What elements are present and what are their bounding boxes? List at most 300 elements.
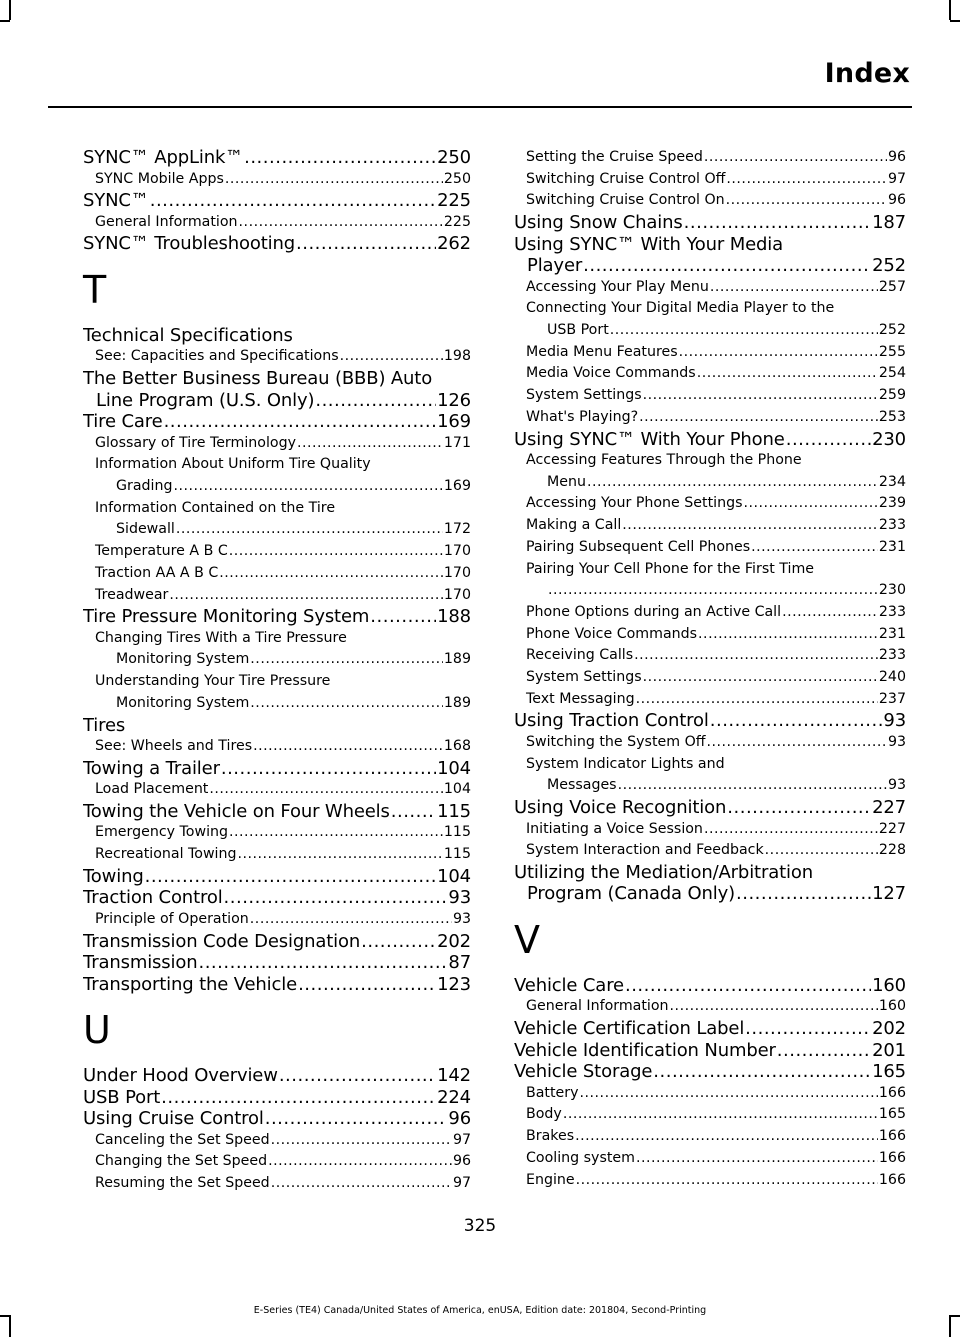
entry-title: Engine [526,1171,575,1188]
dot-leader [643,667,878,689]
dot-leader [575,1126,878,1148]
index-subentry [83,541,471,563]
page-reference[interactable]: 253 [878,408,906,425]
entry-title: Brakes [526,1128,575,1145]
index-entry-line [527,883,906,905]
page-reference[interactable]: 250 [443,170,471,187]
page-reference[interactable]: 160 [872,974,906,996]
index-subentry [514,515,906,537]
page-reference[interactable]: 240 [878,669,906,686]
dot-leader [315,390,436,412]
entry-title: General Information [526,998,669,1015]
index-entry-line [95,909,471,931]
page-reference[interactable]: 225 [443,213,471,230]
dot-leader [710,710,883,732]
index-entry-line [83,801,471,823]
page-reference[interactable]: 233 [878,603,906,620]
page-reference[interactable]: 115 [437,800,471,822]
index-subentry [514,147,906,169]
dot-leader [704,147,887,169]
index-entry-line [83,606,471,628]
index-subentry [83,779,471,801]
index-entry-line [95,822,471,844]
index-subentry [514,537,906,559]
page-reference[interactable]: 169 [437,411,471,433]
index-entry-line [527,255,906,277]
index-subentry [514,190,906,212]
index-entry-line [83,1087,471,1109]
entry-title: Making a Call [526,517,622,534]
index-entry-line [526,515,906,537]
dot-leader [296,233,436,255]
page-reference[interactable]: 93 [883,710,906,732]
section-letter: U [83,1008,111,1053]
entry-title: Initiating a Voice Session [526,820,703,837]
entry-title: See: Capacities and Specifications [95,348,339,365]
page-reference[interactable]: 252 [872,255,906,277]
index-subentry [514,169,906,191]
index-entry [83,931,471,953]
page-reference[interactable]: 233 [878,647,906,664]
page-reference[interactable]: 227 [878,820,906,837]
dot-leader [361,931,436,953]
entry-title: See: Wheels and Tires [95,738,253,755]
index-entry-line [95,1130,471,1152]
page-reference[interactable]: 202 [437,930,471,952]
entry-title: Emergency Towing [95,824,229,841]
page-reference[interactable]: 170 [443,543,471,560]
dot-leader [297,433,443,455]
entry-title: Receiving Calls [526,647,634,664]
entry-title: Monitoring System [116,694,250,711]
page-number: 325 [463,1216,497,1236]
dot-leader [145,866,436,888]
dot-leader [576,1170,878,1192]
index-entry-line [83,931,471,953]
page-reference[interactable]: 166 [878,1149,906,1166]
dot-leader [653,1061,871,1083]
dot-leader [209,779,443,801]
index-entry [83,952,471,974]
page-reference[interactable]: 142 [437,1065,471,1087]
index-entry [514,212,906,234]
index-subentry [83,736,471,758]
index-entry [83,801,471,823]
dot-leader [736,883,871,905]
entry-title: Phone Voice Commands [526,625,698,642]
dot-leader [618,775,887,797]
page-reference[interactable]: 231 [878,538,906,555]
page-reference[interactable]: 230 [878,582,906,599]
page-title: Index [824,58,910,89]
dot-leader [765,840,878,862]
index-subentry [514,277,906,299]
page-reference[interactable]: 115 [443,824,471,841]
edition-footer: E-Series (TE4) Canada/United States of America, enUSA, Edition date: 201804, Second-Printing [253,1305,707,1316]
page-reference[interactable]: 259 [878,387,906,404]
page-reference[interactable]: 126 [437,389,471,411]
page-reference[interactable]: 230 [872,428,906,450]
index-subentry [514,840,906,862]
index-entry-line [526,667,906,689]
dot-leader [239,212,443,234]
index-entry-line [526,732,906,754]
index-entry-line [526,645,906,667]
dot-leader [229,822,443,844]
index-entry-line [95,1173,471,1195]
page-reference[interactable]: 170 [443,586,471,603]
dot-leader [161,1087,436,1109]
entry-title: USB Port [547,322,609,339]
entry-title: Accessing Features Through the Phone [526,452,802,469]
index-entry-line [83,974,471,996]
dot-leader [221,758,436,780]
entry-title: USB Port [83,1086,161,1108]
page-reference[interactable]: 166 [878,1128,906,1145]
dot-leader [271,1130,452,1152]
entry-title: Using SYNC™ With Your Media [514,233,784,255]
page-reference[interactable]: 170 [443,564,471,581]
index-entry [514,710,906,732]
page-reference[interactable]: 187 [872,212,906,234]
entry-title: What's Playing? [526,408,639,425]
dot-leader [710,277,878,299]
entry-title: Monitoring System [116,651,250,668]
page-reference[interactable]: 104 [437,865,471,887]
page-reference[interactable]: 234 [878,473,906,490]
index-entry [514,1040,906,1062]
dot-leader [622,515,878,537]
page-reference[interactable]: 189 [443,651,471,668]
dot-leader [250,909,452,931]
index-entry-line [83,1065,471,1087]
page-reference[interactable]: 227 [872,797,906,819]
index-subentry [83,628,471,671]
index-entry [83,1108,471,1130]
dot-leader [265,1108,448,1130]
page-reference[interactable]: 198 [443,348,471,365]
page-reference[interactable]: 93 [887,733,906,750]
index-entry [83,1087,471,1109]
page-reference[interactable]: 262 [437,233,471,255]
index-entry-line [526,602,906,624]
index-subentry [514,407,906,429]
entry-title: Transporting the Vehicle [83,973,298,995]
index-entry-line [526,407,906,429]
page-reference[interactable]: 257 [878,278,906,295]
page-reference[interactable]: 97 [452,1174,471,1191]
entry-title: Cooling system [526,1149,635,1166]
index-subentry [514,602,906,624]
index-entry-line [526,1126,906,1148]
dot-leader [224,887,448,909]
dot-leader [271,1173,452,1195]
index-entry-line [547,320,906,342]
dot-leader [225,169,443,191]
dot-leader [587,472,878,494]
dot-leader [583,255,871,277]
dot-leader [580,1083,878,1105]
entry-title: Principle of Operation [95,910,249,927]
index-entry [83,411,471,433]
page-reference[interactable]: 231 [878,625,906,642]
index-subentry [514,1170,906,1192]
dot-leader [253,736,443,758]
page-reference[interactable]: 202 [872,1018,906,1040]
dot-leader [268,1151,452,1173]
index-entry-line [526,819,906,841]
entry-title: Resuming the Set Speed [95,1174,270,1191]
index-subentry [514,624,906,646]
entry-title: Phone Options during an Active Call [526,603,782,620]
page-reference[interactable]: 189 [443,694,471,711]
index-subentry [514,450,906,493]
page-reference[interactable]: 233 [878,517,906,534]
page-reference[interactable]: 165 [872,1061,906,1083]
dot-leader [219,563,443,585]
index-subentry [83,1151,471,1173]
dot-leader [704,819,878,841]
page-reference[interactable]: 127 [872,883,906,905]
dot-leader [610,320,878,342]
entry-title: System Settings [526,669,642,686]
index-entry-line [514,1061,906,1083]
index-entry [514,1061,906,1083]
index-subentry [514,1126,906,1148]
index-entry [83,147,471,169]
entry-title: General Information [95,213,238,230]
entry-title: Traction AA A B C [95,564,219,581]
page-reference[interactable]: 252 [878,322,906,339]
index-subentry [514,559,906,602]
page-reference[interactable]: 228 [878,842,906,859]
dot-leader [684,212,871,234]
entry-title: The Better Business Bureau (BBB) Auto [83,368,433,390]
page-reference[interactable]: 93 [887,777,906,794]
index-subentry [514,1148,906,1170]
page-reference[interactable]: 169 [443,478,471,495]
dot-leader [743,493,877,515]
index-entry-line [95,779,471,801]
index-entry [83,1065,471,1087]
entry-title: Load Placement [95,781,209,798]
dot-leader [150,190,436,212]
index-entry-line [514,429,906,451]
dot-leader [751,537,878,559]
index-entry-line [526,537,906,559]
entry-title: Player [527,255,583,277]
index-entry-line [526,342,906,364]
index-entry-line [116,519,471,541]
page-reference[interactable]: 87 [448,952,471,974]
entry-title: Media Menu Features [526,343,678,360]
index-entry-line [95,585,471,607]
index-subentry [83,585,471,607]
index-entry-line [95,563,471,585]
index-entry-line [526,996,906,1018]
entry-title: Treadwear [95,586,169,603]
page-reference[interactable]: 168 [443,738,471,755]
page-reference[interactable]: 96 [887,149,906,165]
page-reference[interactable]: 123 [437,973,471,995]
page-reference[interactable]: 97 [887,170,906,187]
entry-title: Towing the Vehicle on Four Wheels [83,800,390,822]
index-entry-line [526,1170,906,1192]
dot-leader [727,797,871,819]
entry-title: Traction Control [83,887,223,909]
index-subentry [514,645,906,667]
header-rule [48,106,912,108]
page-reference[interactable]: 225 [437,190,471,212]
index-entry-line [95,541,471,563]
index-subentry [514,689,906,711]
index-entry-line [526,689,906,711]
dot-leader [176,519,443,541]
crop-mark [949,0,951,20]
dot-leader [670,996,878,1018]
dot-leader [634,645,878,667]
dot-leader [244,147,436,169]
dot-leader [625,975,871,997]
dot-leader [563,1104,878,1126]
index-entry-line [83,758,471,780]
entry-title: Vehicle Identification Number [514,1039,776,1061]
dot-leader [636,689,878,711]
index-entry-line [526,493,906,515]
index-entry-line [83,887,471,909]
crop-mark [9,1315,11,1337]
index-entry [514,1018,906,1040]
entry-title: Line Program (U.S. Only) [96,389,315,411]
dot-leader [279,1065,436,1087]
entry-title: Using Voice Recognition [514,797,727,819]
entry-title: Temperature A B C [95,543,228,560]
entry-title: Using Cruise Control [83,1108,264,1130]
entry-title: Switching the System Off [526,733,706,750]
entry-title: Pairing Subsequent Cell Phones [526,538,751,555]
page-reference[interactable]: 104 [443,781,471,798]
page-reference[interactable]: 254 [878,365,906,382]
index-entry-line [83,233,471,255]
index-heading: Tires [83,714,126,736]
index-subentry [514,1104,906,1126]
index-entry-line [95,844,471,866]
index-entry-line [95,736,471,758]
page-reference[interactable]: 96 [448,1108,471,1130]
entry-title: Transmission Code Designation [83,930,361,952]
index-entry [514,797,906,819]
page-reference[interactable]: 171 [443,434,471,451]
page-reference[interactable]: 160 [878,998,906,1015]
page-reference[interactable]: 224 [437,1086,471,1108]
entry-title: Switching Cruise Control Off [526,170,726,187]
index-entry [83,758,471,780]
page-reference[interactable]: 255 [878,343,906,360]
entry-title: Body [526,1106,562,1123]
crop-mark [949,1315,951,1337]
entry-title: Information About Uniform Tire Quality [95,456,371,473]
index-entry-line [526,840,906,862]
page-reference[interactable]: 93 [452,910,471,927]
page-reference[interactable]: 166 [878,1084,906,1101]
page-reference[interactable]: 166 [878,1171,906,1188]
entry-title: Utilizing the Mediation/Arbitration [514,861,813,883]
entry-title: SYNC™ [83,190,149,212]
entry-title: System Interaction and Feedback [526,842,764,859]
page-reference[interactable]: 93 [448,887,471,909]
entry-title: Switching Cruise Control On [526,192,725,209]
entry-title: Menu [547,473,586,490]
page-reference[interactable]: 237 [878,690,906,707]
entry-title: System Settings [526,387,642,404]
entry-title: Vehicle Care [514,974,624,996]
entry-title: Recreational Towing [95,846,237,863]
index-entry-line [526,624,906,646]
index-subentry [514,342,906,364]
index-entry-line [83,1108,471,1130]
entry-title: Sidewall [116,521,175,538]
dot-leader [229,541,443,563]
section-letter: V [514,917,540,962]
index-subentry [83,822,471,844]
index-entry [83,606,471,628]
index-entry-line [547,472,906,494]
section-letter: T [83,267,107,312]
index-subentry [83,169,471,191]
page-reference[interactable]: 96 [452,1153,471,1170]
entry-title: Setting the Cruise Speed [526,149,703,165]
index-entry [83,233,471,255]
page-reference[interactable]: 201 [872,1039,906,1061]
index-entry-line [514,1040,906,1062]
index-column-left [83,147,471,1195]
page-reference[interactable]: 165 [878,1106,906,1123]
entry-title: Vehicle Certification Label [514,1018,745,1040]
entry-title: Glossary of Tire Terminology [95,434,296,451]
page-reference[interactable]: 96 [887,192,906,209]
index-entry-line [526,385,906,407]
entry-title: Accessing Your Play Menu [526,278,709,295]
page-reference[interactable]: 97 [452,1131,471,1148]
index-subentry [514,363,906,385]
index-entry-line [526,1148,906,1170]
index-subentry [514,1083,906,1105]
entry-title: Text Messaging [526,690,635,707]
dot-leader [782,602,878,624]
index-entry [83,190,471,212]
dot-leader [639,407,878,429]
dot-leader [164,411,437,433]
page-reference[interactable]: 172 [443,521,471,538]
page-reference[interactable]: 104 [437,757,471,779]
page-reference[interactable]: 239 [878,495,906,512]
index-subentry [83,563,471,585]
page-reference[interactable]: 115 [443,846,471,863]
index-subentry [514,754,906,797]
index-entry-line [526,190,906,212]
dot-leader [726,169,887,191]
page-reference[interactable]: 250 [437,147,471,168]
index-subentry [514,732,906,754]
entry-title: Accessing Your Phone Settings [526,495,743,512]
index-entry-line [116,649,471,671]
entry-title: Information Contained on the Tire [95,499,336,516]
index-entry-line [547,580,906,602]
index-subentry [83,498,471,541]
entry-title: Changing Tires With a Tire Pressure [95,629,347,646]
page-reference[interactable]: 188 [437,606,471,628]
index-entry-line [526,363,906,385]
